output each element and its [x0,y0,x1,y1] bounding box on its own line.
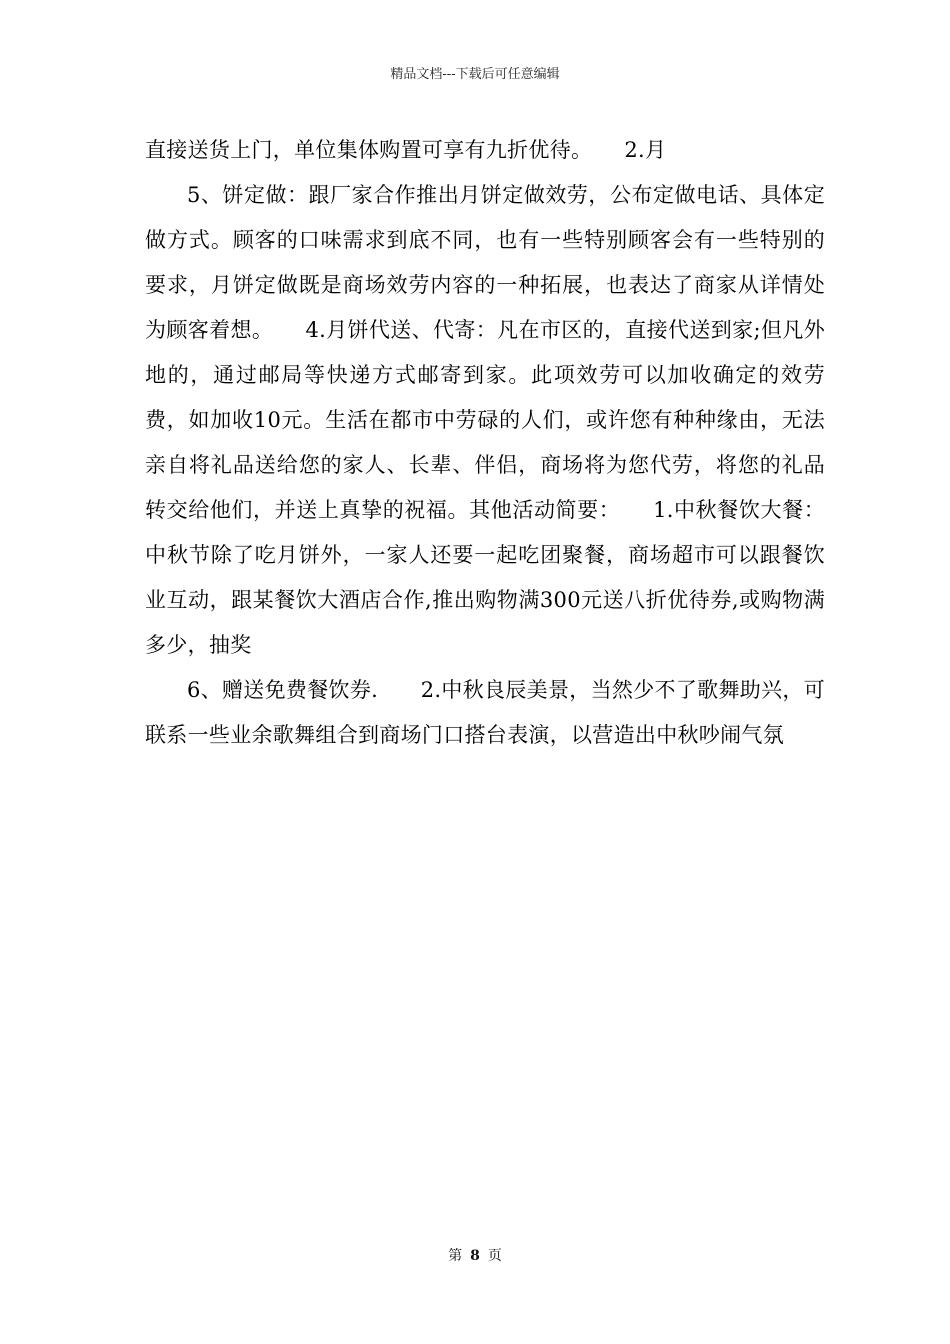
paragraph-3: 6、赠送免费餐饮券. 2.中秋良辰美景，当然少不了歌舞助兴，可联系一些业余歌舞组合到商场门口搭台表演，以营造出中秋吵闹气氛 [145,678,825,747]
page-number: 8 [470,1248,480,1264]
page-footer [0,1246,950,1266]
paragraph-1: 直接送货上门，单位集体购置可享有九折优待。 2.月 [145,138,667,162]
footer-suffix: 页 [487,1248,502,1264]
footer-prefix: 第 [448,1248,463,1264]
page-header [0,66,950,84]
document-body [145,128,825,758]
paragraph-2: 5、饼定做：跟厂家合作推出月饼定做效劳，公布定做电话、具体定做方式。顾客的口味需求到底不同，也有一些特别顾客会有一些特别的要求，月饼定做既是商场效劳内容的一种拓展，也表达了商家从详情处为顾客着想。 4.月饼代送、代寄：凡在市区的，直接代送到家;但凡外地的，通过邮局等快递方式邮寄到家。此项效劳可以加收确定的效劳费，如加收10元。生活在都市中劳碌的人们，或许您有种种缘由，无法亲自将礼品送给您的家人、长辈、伴侣，商场将为您代劳，将您的礼品转交给他们，并送上真挚的祝福。其他活动简要： 1.中秋餐饮大餐：中秋节除了吃月饼外，一家人还要一起吃团聚餐，商场超市可以跟餐饮业互动，跟某餐饮大酒店合作,推出购物满300元送八折优待券,或购物满多少，抽奖 [145,183,825,657]
header-text: 精品文档---下载后可任意编辑 [390,67,560,82]
